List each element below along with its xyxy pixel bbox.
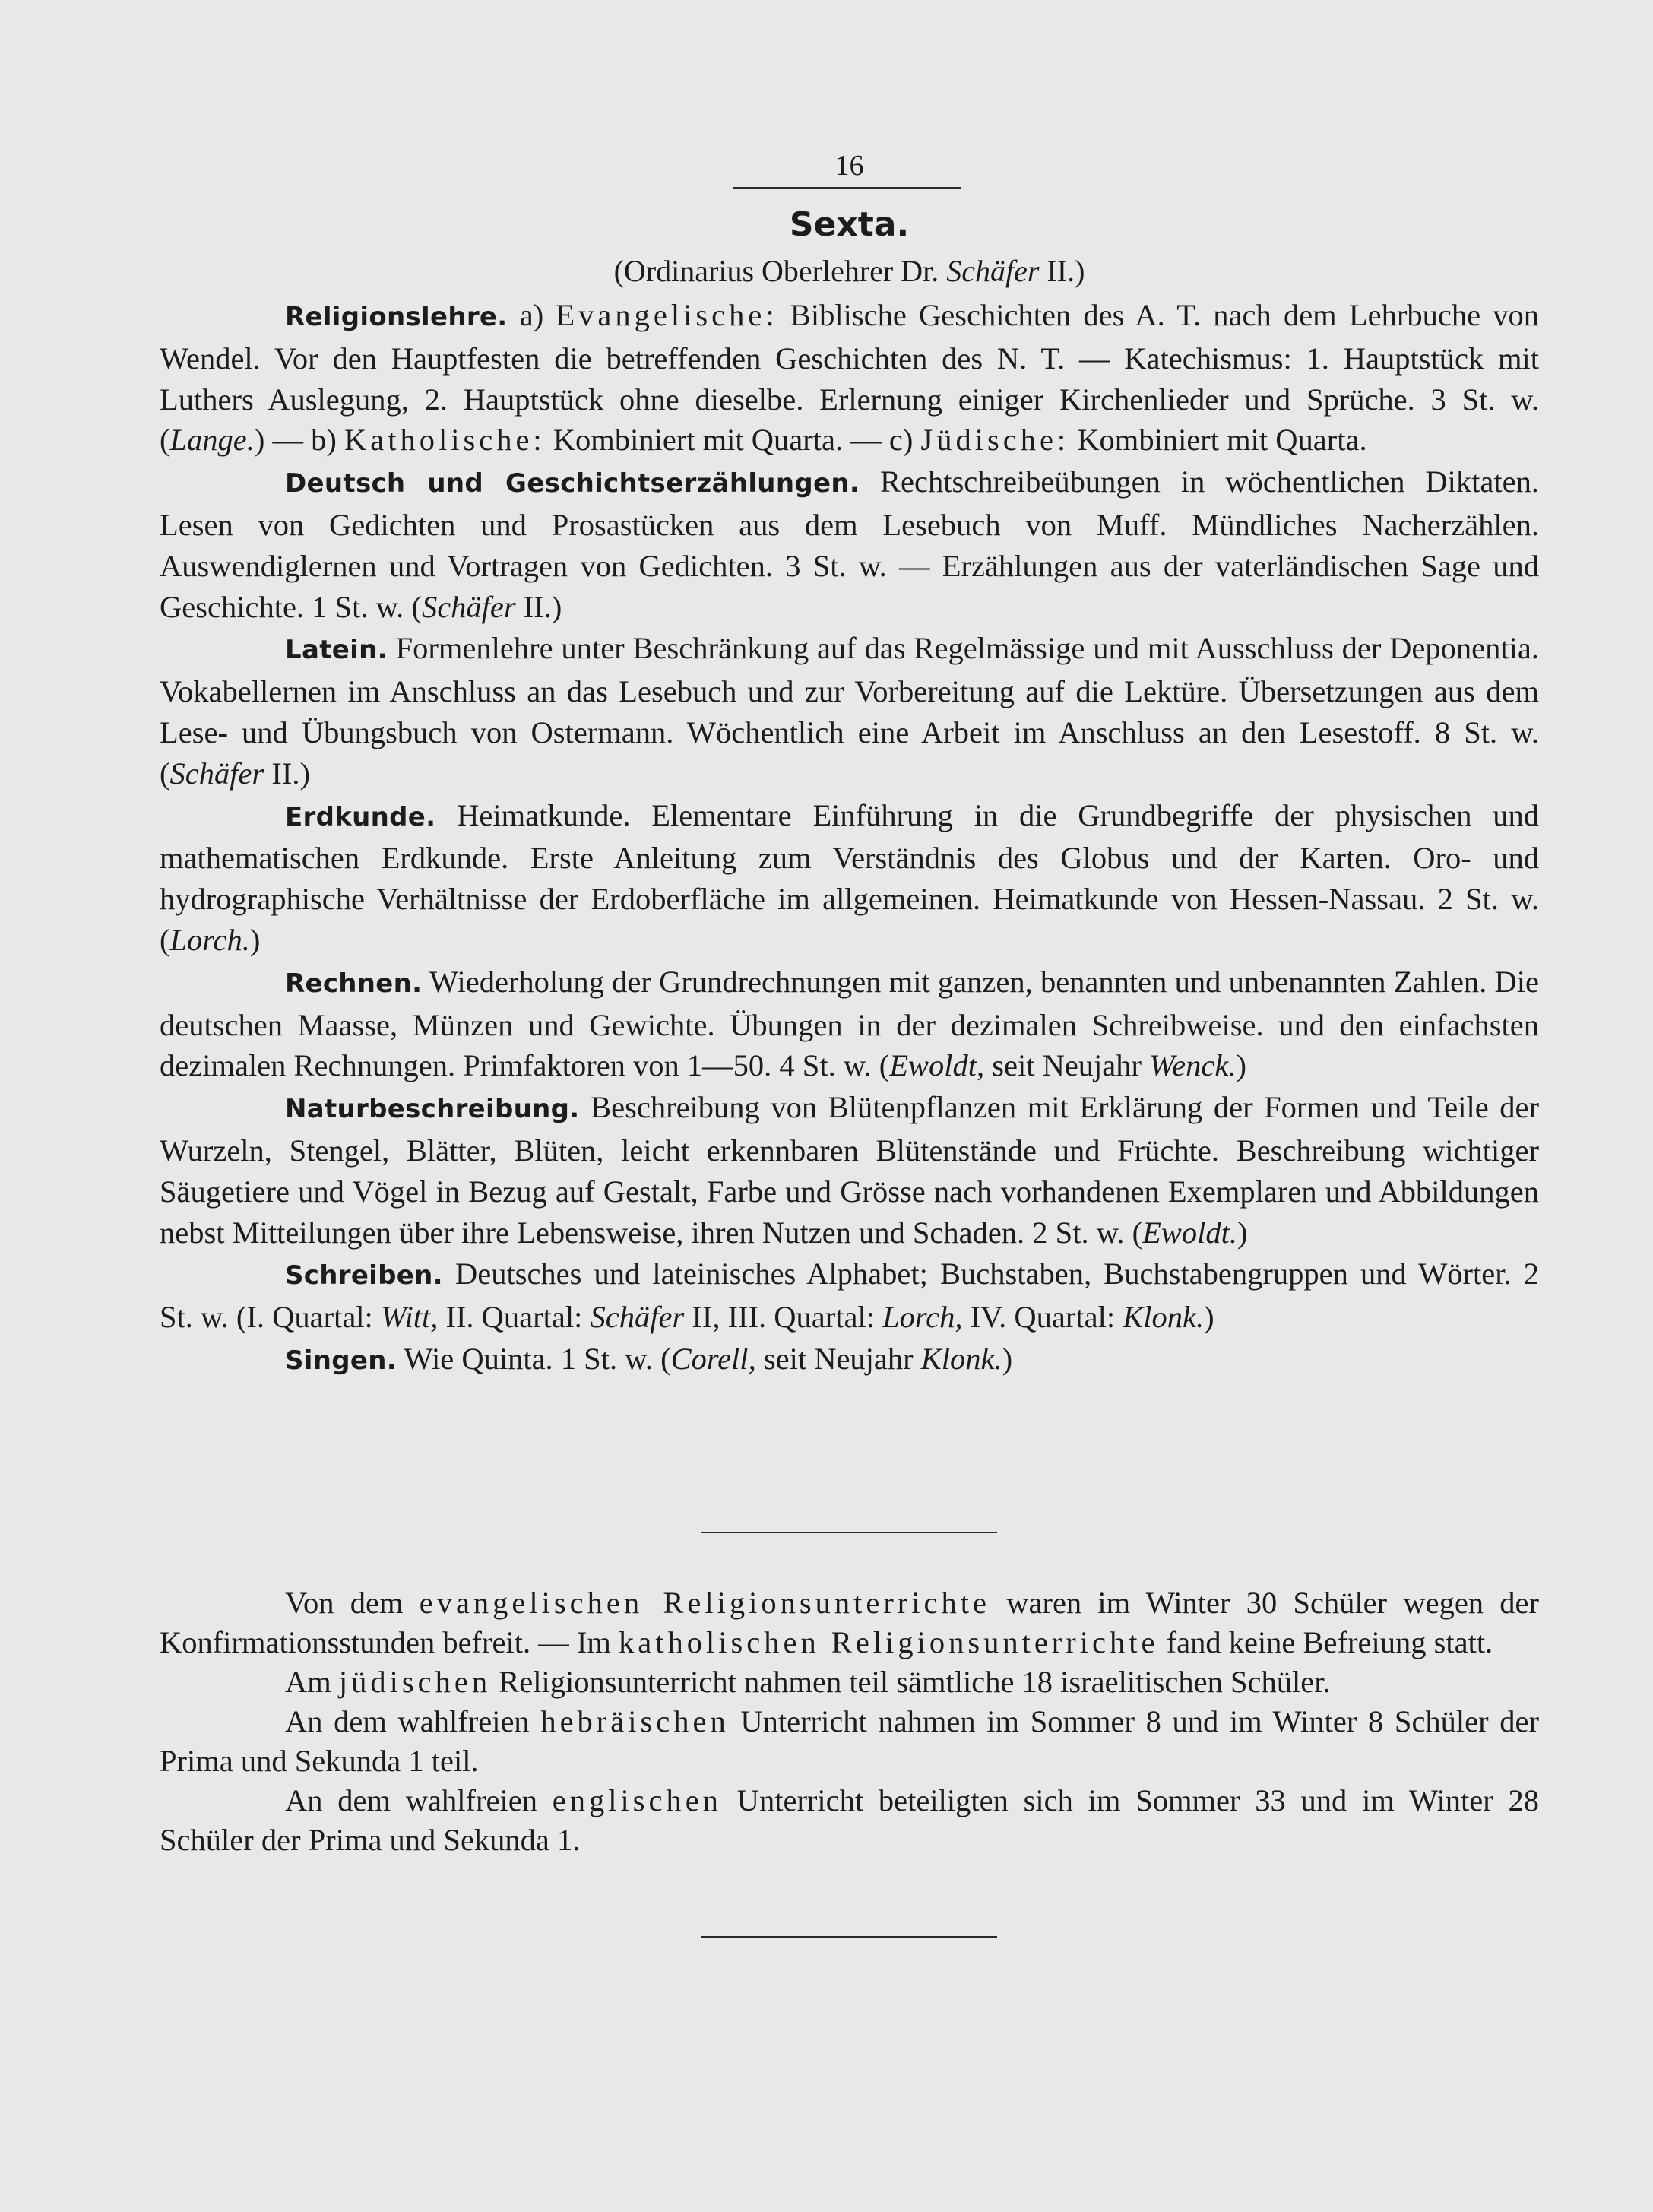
curriculum-body [160,295,1539,1383]
section-deutsch: Deutsch und Geschichtserzählungen. Rechtschreibeübungen in wöchentlichen Diktaten. Lesen von Gedichten und Prosastücken aus dem Lesebuch von Muff. Mündliches Nacherzählen. Auswendiglernen und Vortragen von Gedichten. 3 St. w. — Erzählungen aus der vaterländischen Sage und Geschichte. 1 St. w. (Schäfer II.) [160,464,1539,624]
section-heading: Deutsch und Geschichtserzählungen. [285,468,860,499]
section-heading: Singen. [285,1345,397,1376]
header-rule [733,187,961,189]
section-divider [701,1532,997,1533]
page-number: 16 [834,150,864,182]
page-title: Sexta. [789,205,910,244]
section-heading: Schreiben. [285,1260,443,1291]
footer-rule [701,1936,997,1938]
subtitle: (Ordinarius Oberlehrer Dr. Schäfer II.) [613,254,1085,288]
note-evangelisch: Von dem evangelischen Religionsunterrichte waren im Winter 30 Schüler wegen der Konfirmationsstunden befreit. — Im katholischen Religionsunterrichte fand keine Befreiung statt. [160,1586,1539,1659]
section-naturbeschreibung: Naturbeschreibung. Beschreibung von Blütenpflanzen mit Erklärung der Formen und Teile der Wurzeln, Stengel, Blätter, Blüten, leicht erkennbaren Blütenstände und Früchte. Beschreibung wichtiger Säugetiere und Vögel in Bezug auf Gestalt, Farbe und Grösse nach vorhandenen Exemplaren und Abbildungen nebst Mitteilungen über ihre Lebensweise, ihren Nutzen und Schaden. 2 St. w. (Ewoldt.) [160,1090,1539,1250]
section-schreiben: Schreiben. Deutsches und lateinisches Alphabet; Buchstaben, Buchstabengruppen und Wörter. 2 St. w. (I. Quartal: Witt, II. Quartal: Schäfer II, III. Quartal: Lorch, IV. Quartal: Klonk.) [160,1257,1539,1335]
note-englisch: An dem wahlfreien englischen Unterricht beteiligten sich im Sommer 33 und im Winter 28 Schüler der Prima und Sekunda 1. [160,1783,1539,1857]
section-religion: Religionslehre. a) Evangelische: Biblische Geschichten des A. T. nach dem Lehrbuche von Wendel. Vor den Hauptfesten die betreffenden Geschichten des N. T. — Katechismus: 1. Hauptstück mit Luthers Auslegung, 2. Hauptstück ohne dieselbe. Erlernung einiger Kirchenlieder und Sprüche. 3 St. w. (Lange.) — b) Katholische: Kombiniert mit Quarta. — c) Jüdische: Kombiniert mit Quarta. [160,298,1540,458]
section-heading: Erdkunde. [285,801,436,832]
section-heading: Latein. [285,635,388,666]
section-heading: Naturbeschreibung. [285,1094,580,1125]
note-juedisch: Am jüdischen Religionsunterricht nahmen teil sämtliche 18 israelitischen Schüler. [285,1665,1331,1699]
section-heading: Religionslehre. [285,302,508,332]
section-rechnen: Rechnen. Wiederholung der Grundrechnungen mit ganzen, benannten und unbenannten Zahlen. Die deutschen Maasse, Münzen und Gewichte. Übungen in der dezimalen Schreibweise. und den einfachsten dezimalen Rechnungen. Primfaktoren von 1—50. 4 St. w. (Ewoldt, seit Neujahr Wenck.) [160,964,1539,1083]
note-hebraeisch: An dem wahlfreien hebräischen Unterricht nahmen im Sommer 8 und im Winter 8 Schüler der Prima und Sekunda 1 teil. [160,1704,1539,1778]
section-latein: Latein. Formenlehre unter Beschränkung auf das Regelmässige und mit Ausschluss der Deponentia. Vokabellernen im Anschluss an das Lesebuch und zur Vorbereitung auf die Lektüre. Übersetzungen aus dem Lese- und Übungsbuch von Ostermann. Wöchentlich eine Arbeit im Anschluss an den Lesestoff. 8 St. w. (Schäfer II.) [160,631,1539,791]
section-heading: Rechnen. [285,968,423,999]
section-erdkunde: Erdkunde. Heimatkunde. Elementare Einführung in die Grundbegriffe der physischen und mathematischen Erdkunde. Erste Anleitung zum Verständnis des Globus und der Karten. Oro- und hydrographische Verhältnisse der Erdoberfläche im allgemeinen. Heimatkunde von Hessen-Nassau. 2 St. w. (Lorch.) [160,797,1539,957]
notes-block [160,1583,1539,1860]
section-singen: Singen. Wie Quinta. 1 St. w. (Corell, seit Neujahr Klonk.) [285,1341,1013,1376]
